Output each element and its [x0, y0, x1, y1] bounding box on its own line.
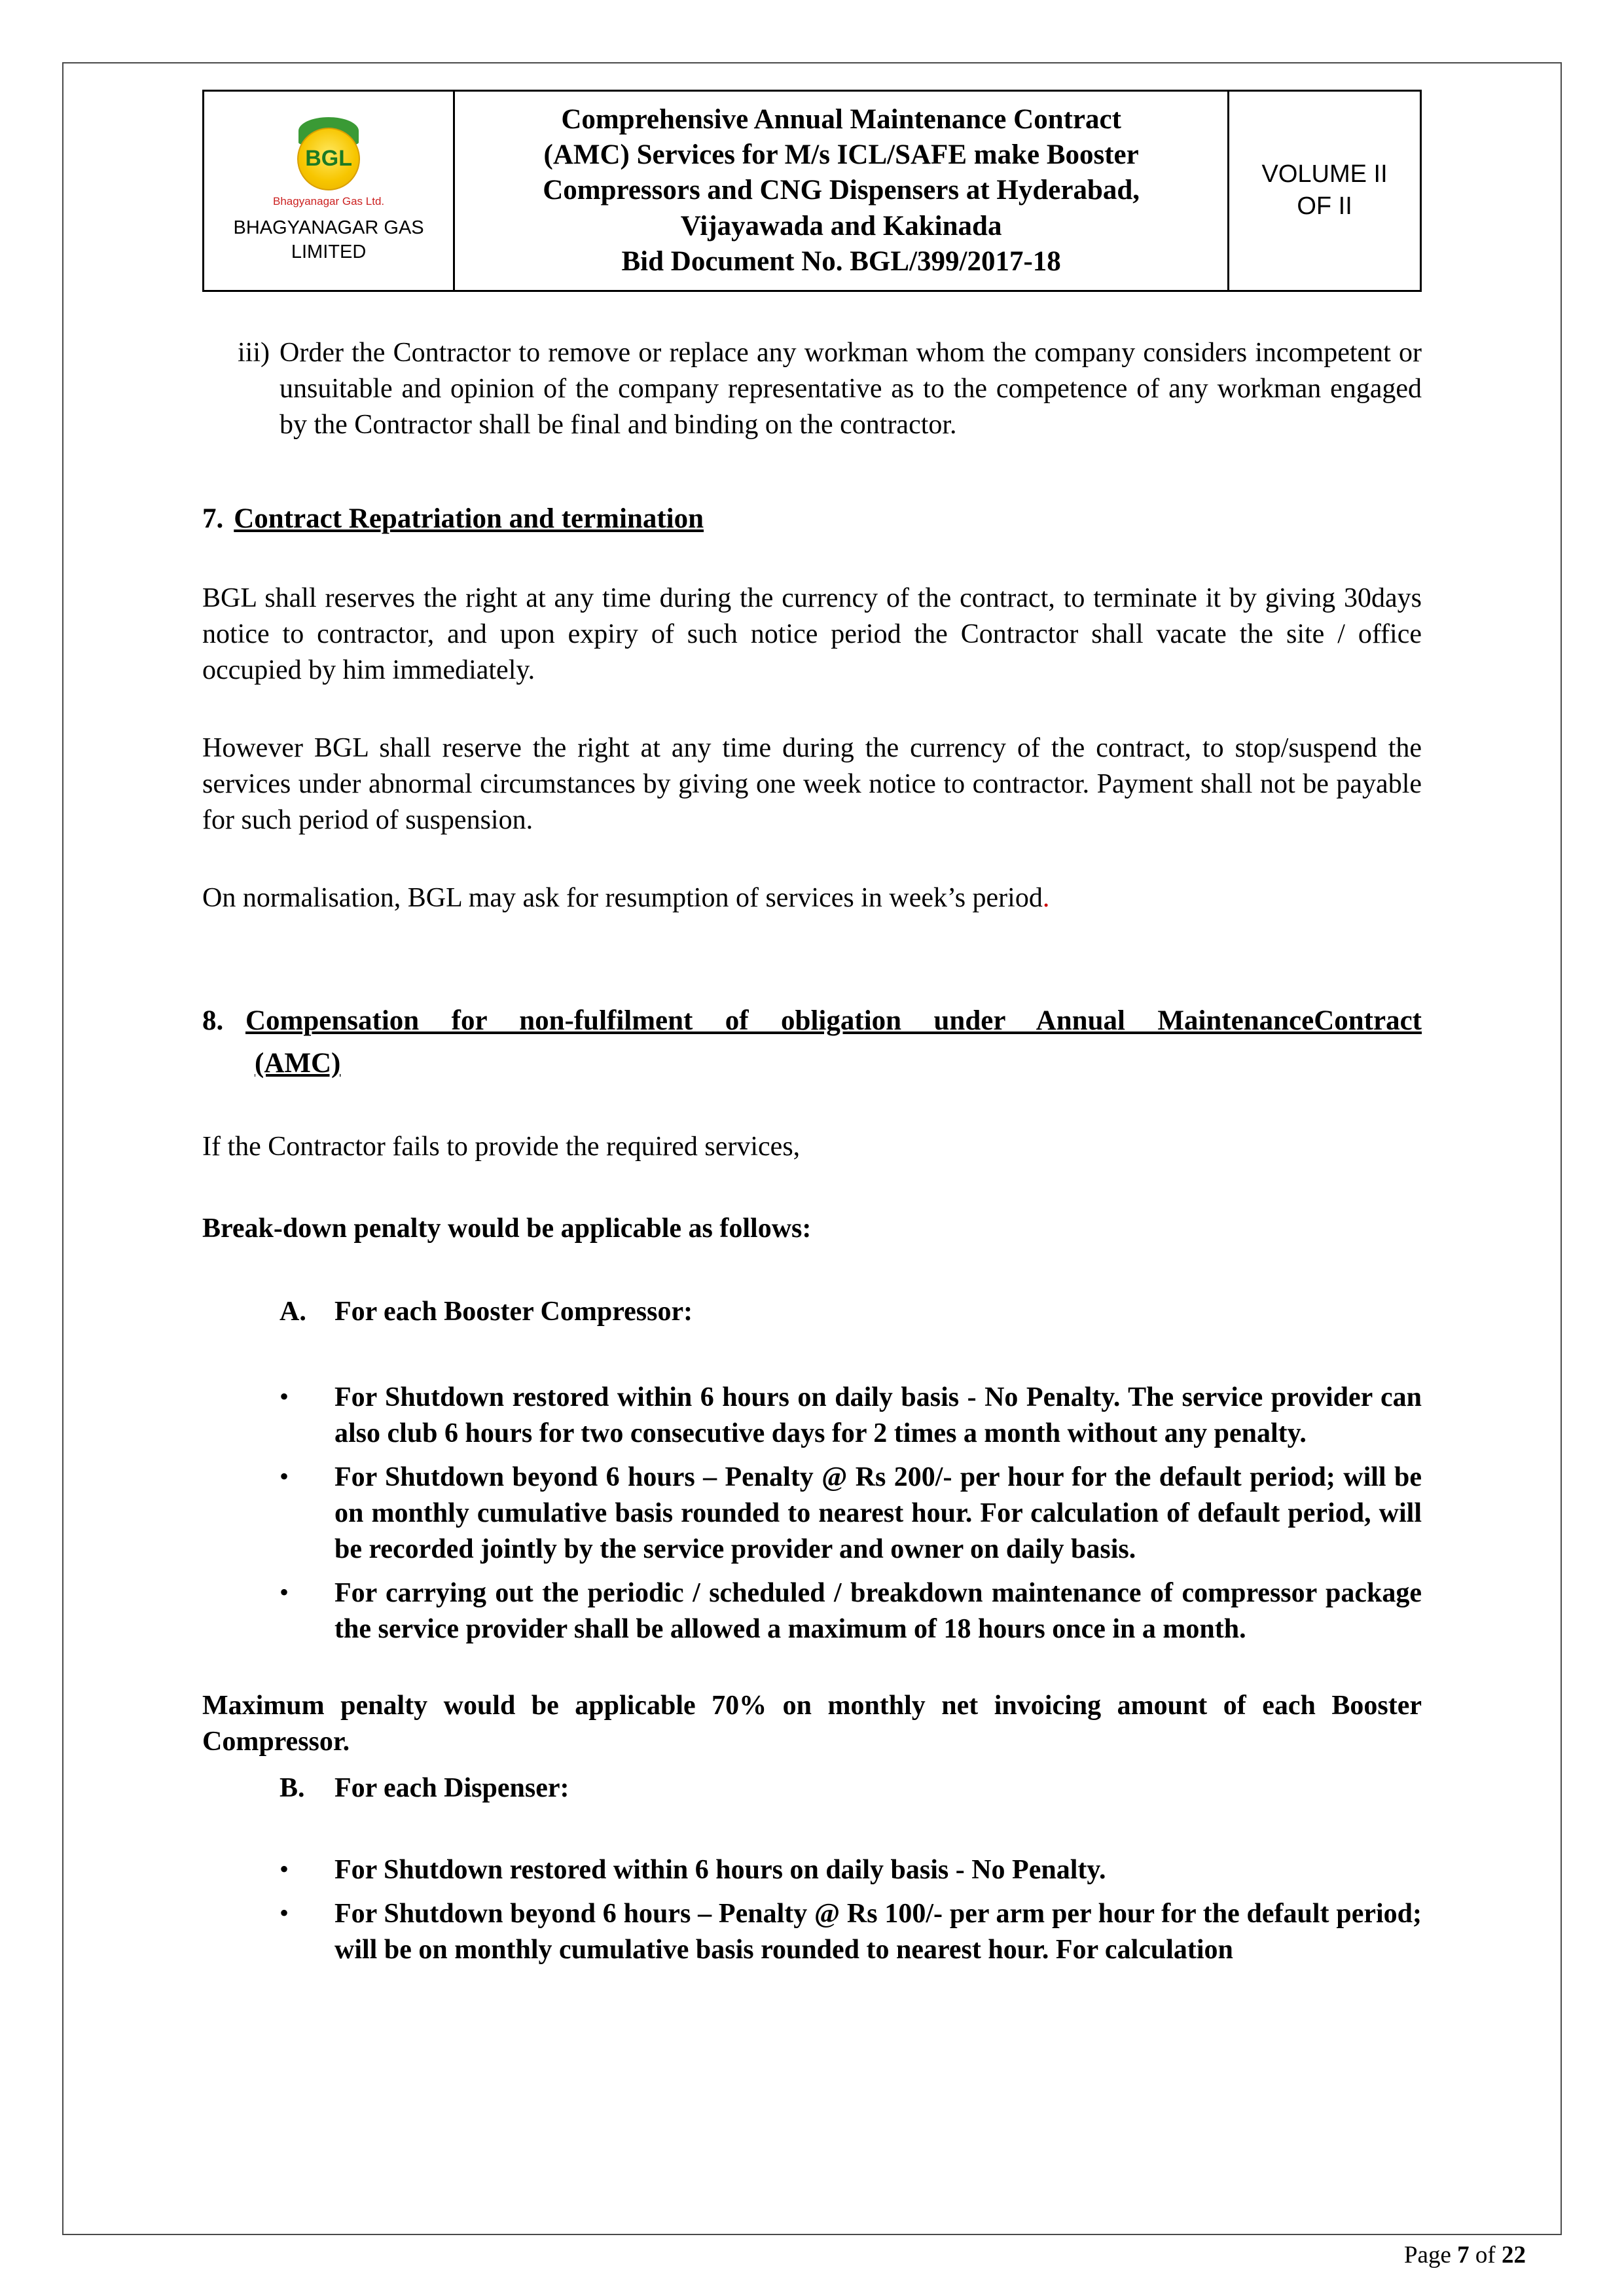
bullet-icon: • — [280, 1577, 289, 1607]
doc-title-line3: Compressors and CNG Dispensers at Hyderabad, — [543, 175, 1140, 206]
logo-acronym: BGL — [305, 146, 352, 171]
header-logo-cell — [204, 91, 454, 291]
section8-title-line1: Compensation for non-fulfilment of obligation under Annual MaintenanceContract — [245, 1005, 1422, 1037]
list-item — [280, 1852, 1422, 1888]
section8-number: 8. — [202, 1005, 224, 1037]
header-table — [202, 90, 1422, 292]
company-name-line1: BHAGYANAGAR GAS — [233, 217, 424, 238]
breakdown-penalty-heading: Break-down penalty would be applicable as follows: — [202, 1213, 812, 1244]
section8-heading — [202, 1003, 1422, 1082]
page-border-frame — [62, 62, 1562, 2235]
maximum-penalty-note: Maximum penalty would be applicable 70% on monthly net invoicing amount of each Booster Compressor. — [202, 1691, 1422, 1757]
header-title-cell — [454, 91, 1229, 291]
doc-title-line4: Vijayawada and Kakinada — [680, 210, 1002, 242]
list-item — [280, 1896, 1422, 1968]
list-item — [280, 1575, 1422, 1647]
doc-title-line2: (AMC) Services for M/s ICL/SAFE make Booster — [543, 139, 1139, 171]
list-a-label: A. — [280, 1297, 306, 1327]
bullet-b1-text: For Shutdown restored within 6 hours on daily basis - No Penalty. — [334, 1855, 1106, 1886]
page-number-footer — [1404, 2241, 1526, 2269]
list-b-label: B. — [280, 1773, 305, 1804]
footer-current-page: 7 — [1457, 2242, 1470, 2269]
list-a-heading — [280, 1294, 1422, 1330]
section8-title — [245, 1003, 1422, 1082]
section7-title: Contract Repatriation and termination — [234, 503, 704, 534]
list-item-iii-label: iii) — [238, 337, 270, 368]
paragraph-contractor-fails: If the Contractor fails to provide the required services, — [202, 1132, 801, 1162]
list-item-iii — [202, 335, 1422, 443]
company-name-line2: LIMITED — [291, 241, 367, 262]
list-item-iii-text: Order the Contractor to remove or replace any workman whom the company considers incompetent or unsuitable and opinion of the company representative as to the competence of any workman engaged by the Contractor shall be final and binding on the contractor. — [280, 337, 1422, 440]
doc-title-line1: Comprehensive Annual Maintenance Contract — [561, 104, 1121, 135]
company-name — [213, 216, 444, 264]
bullet-icon: • — [280, 1898, 289, 1928]
bullet-b2-text: For Shutdown beyond 6 hours – Penalty @ Rs 100/- per arm per hour for the default period; will be on monthly cumulative basis rounded to nearest hour. For calculation — [334, 1899, 1422, 1965]
bid-document-number: Bid Document No. BGL/399/2017-18 — [621, 245, 1061, 277]
footer-middle: of — [1469, 2242, 1502, 2269]
footer-total-pages: 22 — [1502, 2242, 1526, 2269]
paragraph-normalisation — [202, 880, 1422, 916]
bullet-list-a — [280, 1380, 1422, 1647]
list-b-heading — [280, 1770, 1422, 1806]
list-b-title: For each Dispenser: — [334, 1773, 569, 1804]
header-volume-cell — [1229, 91, 1421, 291]
bullet-list-b — [280, 1852, 1422, 1968]
bullet-a1-text: For Shutdown restored within 6 hours on daily basis - No Penalty. The service provider can also club 6 hours for two consecutive days for 2 times a month without any penalty. — [334, 1382, 1422, 1449]
document-body — [202, 335, 1422, 1968]
paragraph-normalisation-period: . — [1042, 883, 1050, 914]
section7-number: 7. — [202, 503, 224, 534]
logo-subtext: Bhagyanagar Gas Ltd. — [273, 194, 385, 207]
logo-sun-icon — [297, 128, 360, 190]
bullet-a2-text: For Shutdown beyond 6 hours – Penalty @ Rs 200/- per hour for the default period; will be on monthly cumulative basis rounded to nearest hour. For calculation of default period, will be recorded jointly by the service provider and owner on daily basis. — [334, 1462, 1422, 1565]
volume-line2: OF II — [1297, 192, 1352, 221]
page-content — [63, 63, 1561, 1968]
bullet-a3-text: For carrying out the periodic / scheduled / breakdown maintenance of compressor package the service provider shall be allowed a maximum of 18 hours once in a month. — [334, 1578, 1422, 1645]
list-a-title: For each Booster Compressor: — [334, 1297, 693, 1327]
bgl-logo — [288, 117, 369, 192]
section7-heading — [202, 501, 1422, 537]
paragraph-termination-1: BGL shall reserves the right at any time during the currency of the contract, to terminate it by giving 30days notice to contractor, and upon expiry of such notice period the Contractor shall vacate the site / office occupied by him immediately. — [202, 583, 1422, 686]
section8-title-line2: (AMC) — [255, 1047, 341, 1079]
paragraph-normalisation-text: On normalisation, BGL may ask for resumption of services in week’s period — [202, 883, 1043, 914]
bullet-icon: • — [280, 1462, 289, 1492]
bullet-icon: • — [280, 1854, 289, 1884]
list-item — [280, 1380, 1422, 1452]
list-item — [280, 1460, 1422, 1568]
paragraph-termination-2: However BGL shall reserve the right at any time during the currency of the contract, to stop/suspend the services under abnormal circumstances by giving one week notice to contractor. Payment shall not be payable for such period of suspension. — [202, 733, 1422, 836]
bullet-icon: • — [280, 1382, 289, 1412]
footer-prefix: Page — [1403, 2242, 1458, 2269]
volume-line1: VOLUME II — [1261, 160, 1388, 188]
